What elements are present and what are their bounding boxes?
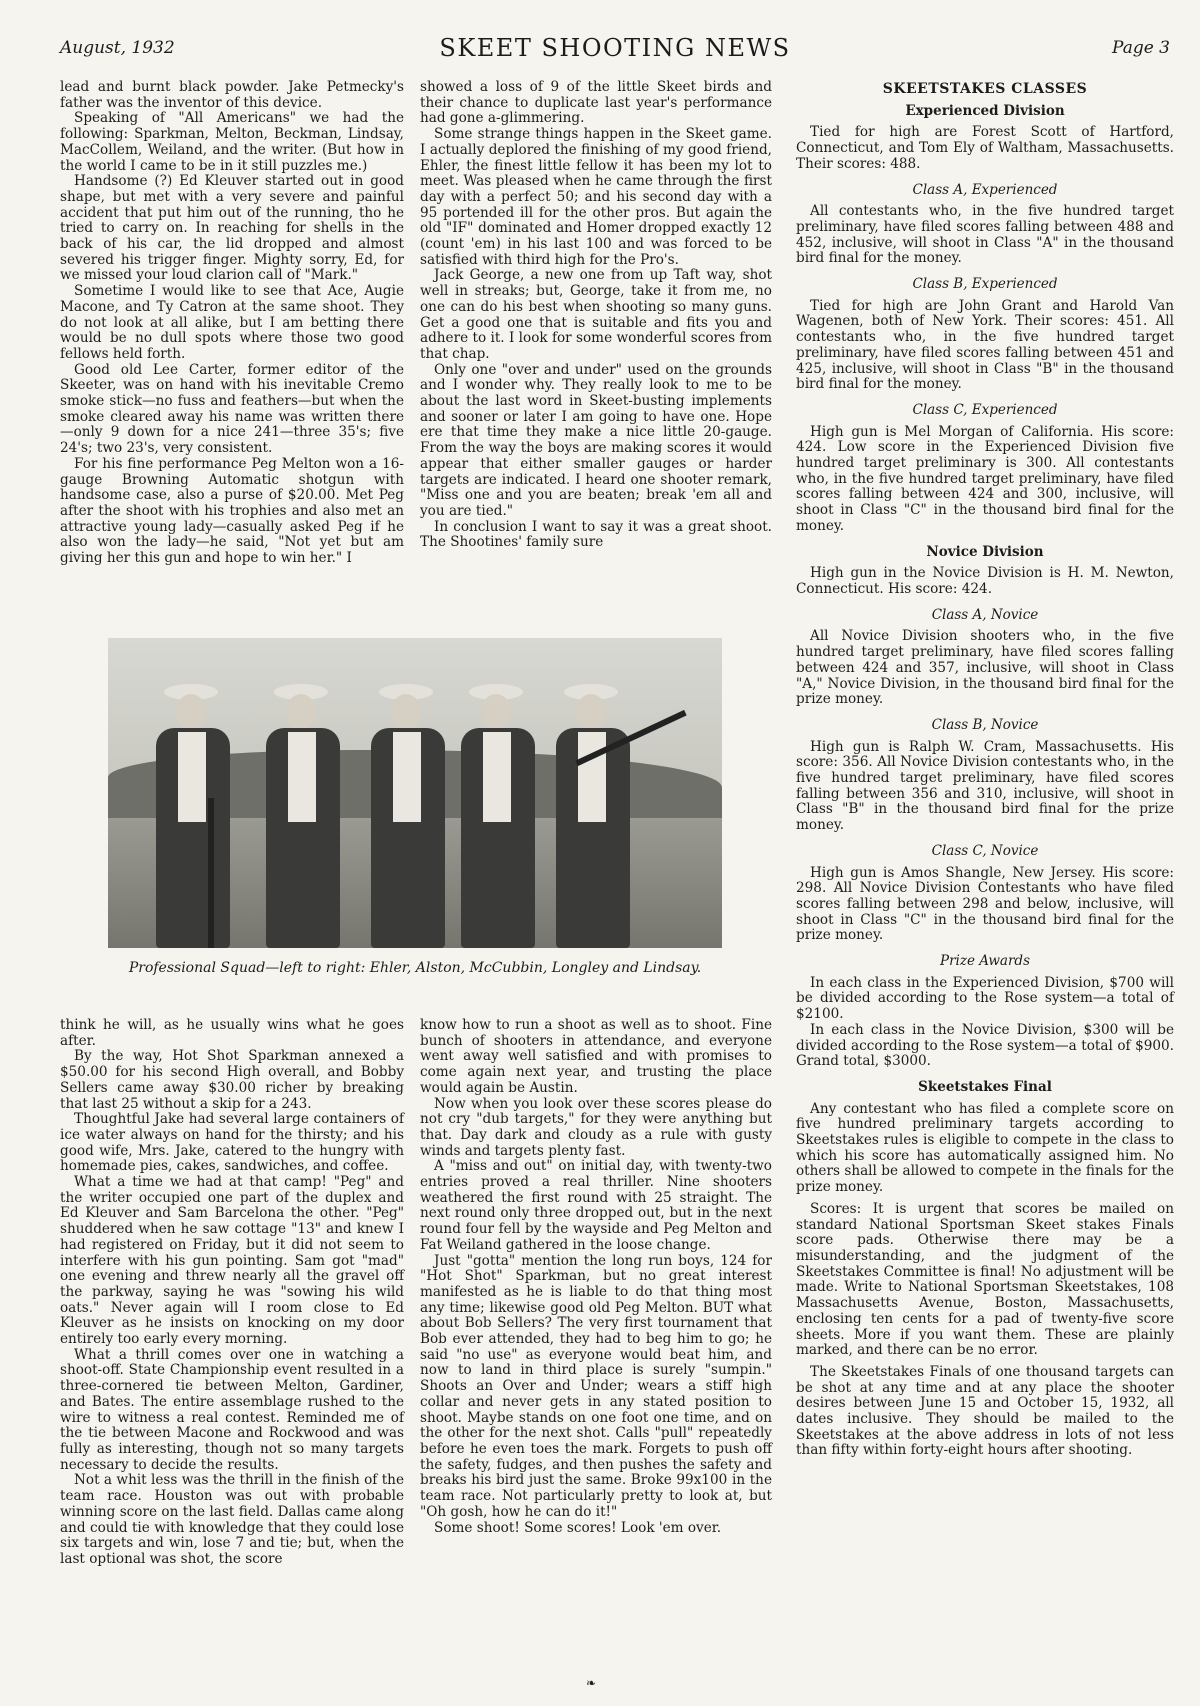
shooter-figure [258, 678, 348, 948]
paragraph: think he will, as he usually wins what he goes after. [60, 1017, 404, 1049]
paragraph: All contestants who, in the five hundred target preliminary, have filed scores falling between 488 and 452, inclusive, will shoot in Class "A" in the thousand bird final for the money. [796, 203, 1174, 267]
class-heading: Class B, Experienced [912, 276, 1058, 293]
paragraph: What a thrill comes over one in watching a shoot-off. State Championship event resulted in a three-cornered tie between Melton, Gardiner, and Bates. The entire assemblage rushed to the wire to witness a real contest. Reminded me of the tie between Macone and Rockwood and was fully as interesting, though not so many targets necessary to decide the results. [60, 1346, 404, 1473]
paragraph: Some shoot! Some scores! Look 'em over. [434, 1519, 722, 1536]
division-heading: Novice Division [926, 543, 1044, 560]
column-2-bottom [420, 1018, 772, 1536]
class-heading: Class A, Novice [931, 606, 1039, 623]
paragraph: know how to run a shoot as well as to shoot. Fine bunch of shooters in attendance, and everyone went away well satisfied and with promises to come again next year, and trusting the place would again be Austin. [420, 1017, 772, 1096]
paragraph: High gun is Ralph W. Cram, Massachusetts. His score: 356. All Novice Division contestants who, in the five hundred target preliminary, have filed scores falling between 356 and 310, inclusive, will shoot in Class "B" in the thousand bird final for the prize money. [796, 738, 1174, 834]
paragraph: In each class in the Novice Division, $300 will be divided according to the Rose system—a total of $900. Grand total, $3000. [796, 1021, 1174, 1070]
class-heading: Class C, Novice [931, 842, 1039, 859]
paragraph: What a time we had at that camp! "Peg" and the writer occupied one part of the duplex and Ed Kleuver and Sam Barcelona the other. "Peg" shuddered when he saw cottage "13" and knew I had registered on Friday, but it did not seem to interfere with his gun pointing. Sam got "mad" one evening and threw nearly all the gravel off the parkway, saying he was "sowing his wild oats." Never again will I room close to Ed Kleuver as he insists on knocking on my door entirely too early every morning. [60, 1174, 404, 1348]
paragraph: Jack George, a new one from up Taft way, shot well in streaks; but, George, take it from me, no one can do his best when shooting so many guns. Get a good one that is suitable and fits you and adhere to it. I look for some wonderful scores from that chap. [420, 267, 772, 362]
paragraph: showed a loss of 9 of the little Skeet birds and their chance to duplicate last year's performance had gone a-glimmering. [420, 79, 772, 127]
paragraph: Tied for high are John Grant and Harold Van Wagenen, both of New York. Their scores: 451. All contestants who, in the five hundred target preliminary, have filed scores falling between 451 and 425, inclusive, will shoot in Class "B" in the thousand bird final for the money. [796, 297, 1174, 393]
page-number: Page 3 [1112, 38, 1170, 58]
paragraph: For his fine performance Peg Melton won a 16-gauge Browning Automatic shotgun with handsome case, also a purse of $20.00. Met Peg after the shoot with his trophies and also met an attractive young lady—casually asked Peg if he also won the lady—he said, "Not yet but am giving her this gun and hope to win her." I [60, 455, 404, 567]
class-heading: Class B, Novice [931, 716, 1039, 733]
shooter-figure [148, 678, 238, 948]
photo-caption: Professional Squad—left to right: Ehler, Alston, McCubbin, Longley and Lindsay. [128, 960, 702, 976]
paragraph: Just "gotta" mention the long run boys, 124 for "Hot Shot" Sparkman, but no great interest manifested as he is liable to do that thing most any time; likewise good old Peg Melton. BUT what about Bob Sellers? The very first tournament that Bob ever attended, they had to beg him to go; he said "no use" as everyone would beat him, and now to land in third place is surely "sumpin." Shoots an Over and Under; wears a stiff high collar and never gets in any stated position to shoot. Maybe stands on one foot one time, and on the other for the next shot. Calls "pull" repeatedly before he even toes the mark. Forgets to push off the safety, fudges, and then pushes the safety and breaks his bird just the same. Broke 99x100 in the team race. Not particularly pretty to look at, but "Oh gosh, how he can do it!" [420, 1252, 772, 1520]
shooter-figure [453, 678, 543, 948]
column-1-bottom [60, 1018, 404, 1568]
issue-date: August, 1932 [60, 38, 175, 58]
squad-photo [108, 638, 722, 948]
shotgun [208, 798, 214, 948]
paragraph: lead and burnt black powder. Jake Petmecky's father was the inventor of this device. [60, 79, 404, 111]
division-heading: Experienced Division [905, 102, 1065, 119]
paragraph: By the way, Hot Shot Sparkman annexed a $50.00 for his second High overall, and Bobby Sellers came away $30.00 richer by breaking that last 25 without a skip for a 243. [60, 1048, 404, 1112]
shooter-figure [363, 678, 453, 948]
section-title: SKEETSTAKES CLASSES [882, 81, 1088, 97]
page-header [60, 34, 1170, 66]
paragraph: The Skeetstakes Finals of one thousand targets can be shot at any time and at any place the shooter desires between June 15 and October 15, 1932, all dates inclusive. They should be mailed to the Skeetstakes at the above address in lots of not less than fifty within forty-eight hours after shooting. [796, 1363, 1174, 1459]
class-heading: Prize Awards [939, 953, 1031, 970]
paragraph: Tied for high are Forest Scott of Hartford, Connecticut, and Tom Ely of Waltham, Massachusetts. Their scores: 488. [796, 124, 1174, 172]
paragraph: Some strange things happen in the Skeet game. I actually deplored the finishing of my good friend, Ehler, the finest little fellow it has been my lot to meet. Was pleased when he came through the first day with a perfect 50; and his second day with a 95 portended ill for the other pros. But again the old "IF" dominated and Homer dropped exactly 12 (count 'em) in his last 100 and was forced to be satisfied with third high for the Pro's. [420, 126, 772, 268]
paragraph: Thoughtful Jake had several large containers of ice water always on hand for the thirsty; and his good wife, Mrs. Jake, catered to the hungry with homemade pies, cakes, sandwiches, and coffee. [60, 1111, 404, 1175]
paragraph: Not a whit less was the thrill in the finish of the team race. Houston was out with probable winning score on the last field. Dallas came along and could tie with knowledge that they could lose six targets and win, lose 7 and tie; but, when the last optional was shot, the score [60, 1472, 404, 1567]
paragraph: Handsome (?) Ed Kleuver started out in good shape, but met with a very severe and painful accident that put him out of the running, tho he tried to carry on. In reaching for shells in the back of his car, the lid dropped and almost severed his trigger finger. Mighty sorry, Ed, for we missed your loud clarion call of "Mark." [60, 173, 404, 284]
paragraph: Speaking of "All Americans" we had the following: Sparkman, Melton, Beckman, Lindsay, MacCollem, Weiland, and the writer. (But how in the world I came to be in it still puzzles me.) [60, 110, 404, 174]
paragraph: Sometime I would like to see that Ace, Augie Macone, and Ty Catron at the same shoot. They do not look at all alike, but I am betting there would be no dull spots where those two good fellows held forth. [60, 283, 404, 362]
paragraph: In each class in the Experienced Division, $700 will be divided according to the Rose system—a total of $2100. [796, 974, 1174, 1023]
paragraph: Any contestant who has filed a complete score on five hundred preliminary targets according to Skeetstakes rules is eligible to compete in the class to which his score has automatically assigned him. No others shall be allowed to compete in the finals for the prize money. [796, 1100, 1174, 1196]
paragraph: A "miss and out" on initial day, with twenty-two entries proved a real thriller. Nine shooters weathered the first round with 25 straight. The next round only three dropped out, but in the next round four fell by the wayside and Peg Melton and Fat Weiland gathered in the loose change. [420, 1158, 772, 1253]
column-1-top [60, 80, 404, 567]
paragraph: Now when you look over these scores please do not cry "dub targets," for they were anything but that. Day dark and cloudy as a rule with gusty winds and targets plenty fast. [420, 1095, 772, 1159]
paragraph: High gun is Mel Morgan of California. His score: 424. Low score in the Experienced Division five hundred target preliminary is 300. All contestants who, in the five hundred target preliminary, have filed scores falling between 424 and 300, inclusive, will shoot in Class "C" in the thousand bird final for the money. [796, 423, 1174, 534]
class-heading: Class C, Experienced [912, 401, 1058, 418]
class-heading: Class A, Experienced [912, 181, 1058, 198]
column-2-top [420, 80, 772, 551]
section-heading: Skeetstakes Final [918, 1078, 1052, 1095]
paragraph: All Novice Division shooters who, in the five hundred target preliminary, have filed scores falling between 424 and 357, inclusive, will shoot in Class "A," Novice Division, in the thousand bird final for the prize money. [796, 628, 1174, 708]
shooter-figure [548, 678, 638, 948]
paragraph: Scores: It is urgent that scores be mailed on standard National Sportsman Skeet stakes Finals score pads. Otherwise there may be a misunderstanding, and the judgment of the Skeetstakes Committee is final! No adjustment will be made. Write to National Sportsman Skeetstakes, 108 Massachusetts Avenue, Boston, Massachusetts, enclosing ten cents for a pad of twenty-five score sheets. More if you want them. These are plainly marked, and there can be no error. [796, 1200, 1174, 1359]
paragraph: High gun in the Novice Division is H. M. Newton, Connecticut. His score: 424. [796, 565, 1174, 597]
column-3-skeetstakes [796, 82, 1174, 1459]
paragraph: Good old Lee Carter, former editor of the Skeeter, was on hand with his inevitable Cremo smoke stick—no fuss and feathers—but when the smoke cleared away his name was written there—only 9 down for a nice 241—three 35's; five 24's; two 23's, very consistent. [60, 361, 404, 457]
publication-title: SKEET SHOOTING NEWS [439, 34, 791, 62]
end-ornament: ❧ [585, 1676, 597, 1690]
paragraph: High gun is Amos Shangle, New Jersey. His score: 298. All Novice Division Contestants who have filed scores falling between 298 and below, inclusive, will shoot in Class "C" in the thousand bird final for the prize money. [796, 864, 1174, 944]
paragraph: In conclusion I want to say it was a great shoot. The Shootines' family sure [420, 518, 772, 551]
paragraph: Only one "over and under" used on the grounds and I wonder why. They really look to me to be about the last word in Skeet-busting implements and sooner or later I am going to have one. Hope ere that time they make a nice little 20-gauge. From the way the boys are making scores it would appear that either smaller gauges or harder targets are indicated. I heard one shooter remark, "Miss one and you are beaten; break 'em all and you are tied." [420, 361, 772, 519]
